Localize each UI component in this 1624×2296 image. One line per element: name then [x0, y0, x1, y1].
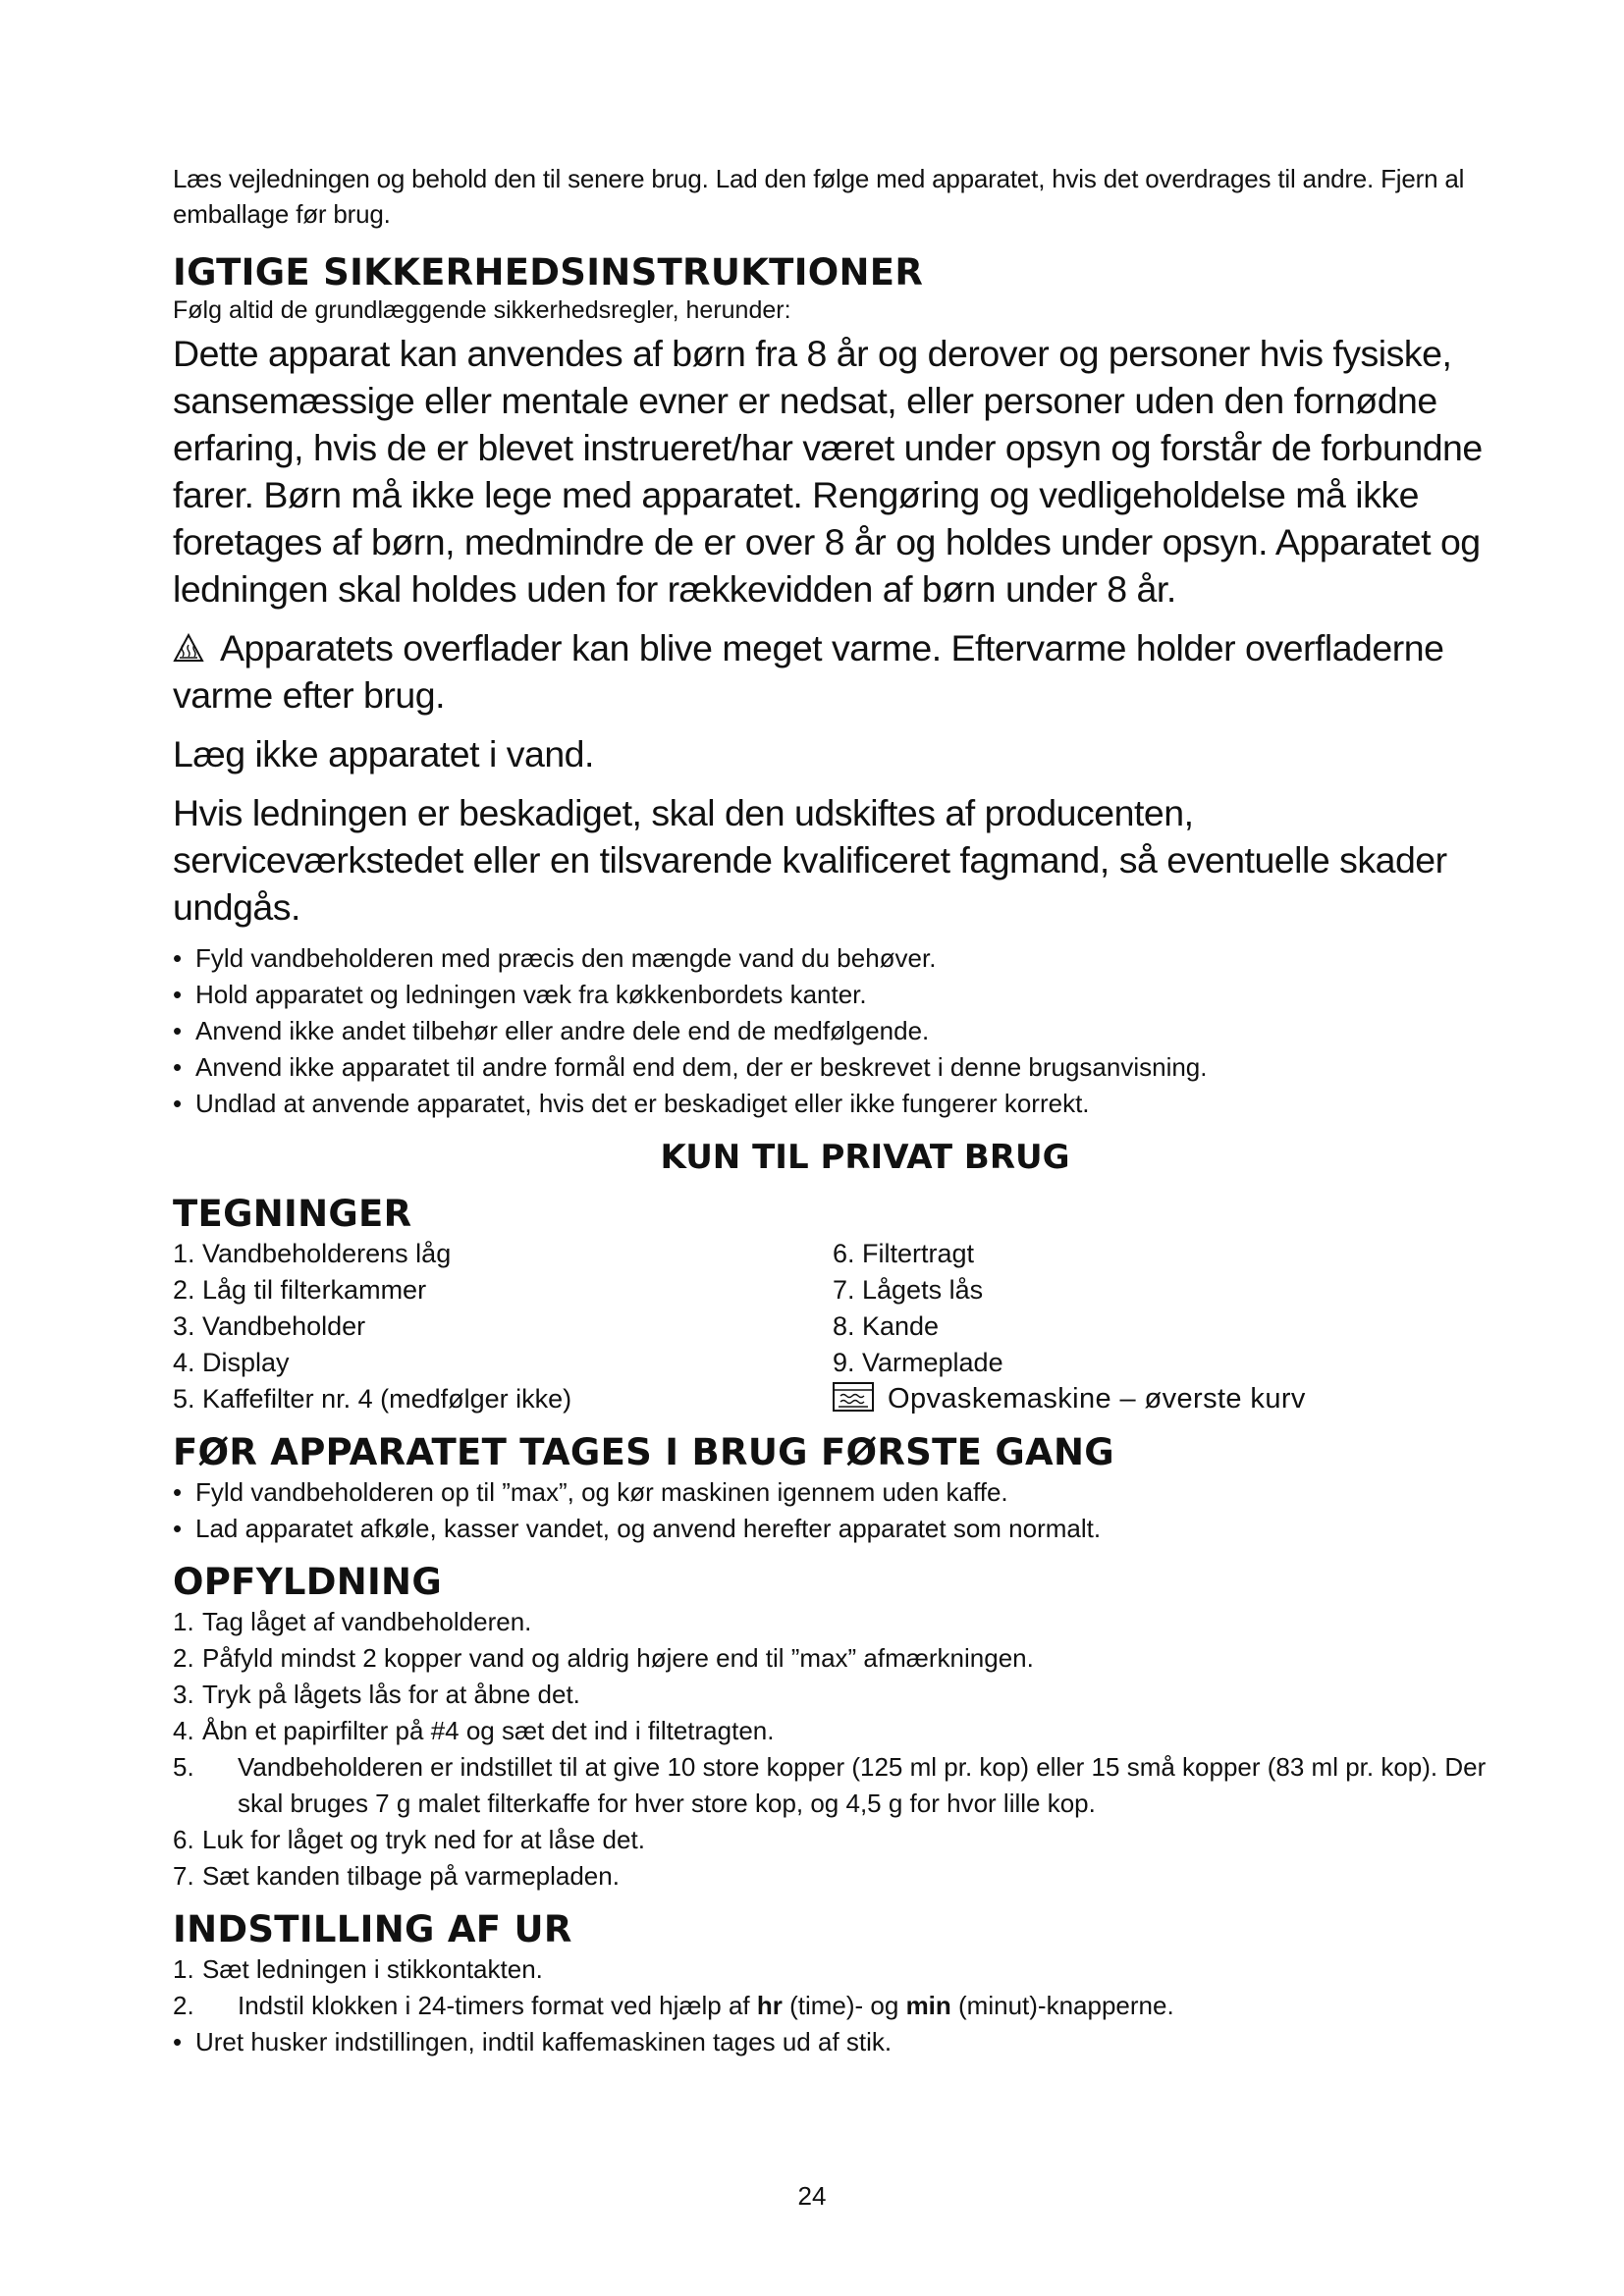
list-item	[173, 1345, 833, 1381]
private-use-heading: KUN TIL PRIVAT BRUG	[660, 1138, 1070, 1177]
item-number: 2.	[173, 1275, 195, 1305]
list-item: • Fyld vandbeholderen op til ”max”, og kør maskinen igennem uden kaffe.	[173, 1474, 1489, 1511]
hr-keyword: hr	[756, 1991, 783, 2020]
step-number: 4.	[173, 1716, 194, 1745]
cord-warning: Hvis ledningen er beskadiget, skal den udskiftes af producenten, serviceværkstedet eller en tilsvarende kvalificeret fagmand, så eventuelle skader undgås.	[173, 792, 1447, 928]
step-number: 5.	[173, 1752, 194, 1782]
hot-surface-warning	[173, 624, 1489, 719]
clock-step-list	[173, 1951, 1489, 2024]
list-item: • Anvend ikke andet tilbehør eller andre dele end de medfølgende.	[173, 1013, 1489, 1049]
list-item	[833, 1272, 1489, 1308]
item-text: Låg til filterkammer	[202, 1275, 427, 1305]
item-number: 6.	[833, 1239, 855, 1268]
item-number: 3.	[173, 1311, 195, 1341]
item-number: 1.	[173, 1239, 195, 1268]
item-text: Lågets lås	[862, 1275, 984, 1305]
drawings-left-column	[173, 1236, 833, 1417]
clock-bullet-list	[173, 2024, 1489, 2060]
list-item	[173, 1236, 833, 1272]
list-item	[173, 1749, 1489, 1822]
first-use-bullet-list	[173, 1474, 1489, 1547]
step-text: Tryk på lågets lås for at åbne det.	[202, 1680, 580, 1709]
item-number: 8.	[833, 1311, 855, 1341]
list-item	[173, 1822, 1489, 1858]
step-number: 1.	[173, 1607, 194, 1636]
item-text: Filtertragt	[862, 1239, 975, 1268]
list-item	[833, 1345, 1489, 1381]
safety-subheading: Følg altid de grundlæggende sikkerhedsregler, herunder:	[173, 296, 791, 324]
list-item	[833, 1308, 1489, 1345]
step-number: 1.	[173, 1954, 194, 1984]
step-text-part: (time)- og	[782, 1991, 906, 2020]
children-safety-paragraph: Dette apparat kan anvendes af børn fra 8 år og derover og personer hvis fysiske, sansemæssige eller mentale evner er nedsat, eller personer uden den fornødne erfaring, hvis de er blevet instrueret/har været under opsyn og forstår de forbundne farer. Børn må ikke lege med apparatet. Rengøring og vedligeholdelse må ikke foretages af børn, medmindre de er over 8 år og holdes under opsyn. Apparatet og ledningen skal holdes uden for rækkevidden af børn under 8 år.	[173, 333, 1483, 610]
step-text: Tag låget af vandbeholderen.	[202, 1607, 532, 1636]
clock-heading: INDSTILLING AF UR	[173, 1908, 572, 1950]
step-number: 3.	[173, 1680, 194, 1709]
item-text: Vandbeholderens låg	[202, 1239, 452, 1268]
water-warning: Læg ikke apparatet i vand.	[173, 733, 594, 774]
list-item	[173, 1604, 1489, 1640]
hot-surface-warning-text: Apparatets overflader kan blive meget varme. Eftervarme holder overfladerne varme efter brug.	[173, 627, 1444, 716]
list-item	[173, 1308, 833, 1345]
item-number: 9.	[833, 1348, 855, 1377]
step-text: Luk for låget og tryk ned for at låse det.	[202, 1825, 645, 1854]
hot-surface-warning-icon	[173, 633, 204, 663]
dishwasher-icon	[833, 1382, 874, 1412]
item-text: Vandbeholder	[202, 1311, 366, 1341]
list-item	[173, 1713, 1489, 1749]
list-item	[173, 1951, 1489, 1988]
safety-heading: IGTIGE SIKKERHEDSINSTRUKTIONER	[173, 251, 924, 294]
list-item: • Uret husker indstillingen, indtil kaffemaskinen tages ud af stik.	[173, 2024, 1489, 2060]
step-text: Sæt ledningen i stikkontakten.	[202, 1954, 543, 1984]
list-item: • Fyld vandbeholderen med præcis den mængde vand du behøver.	[173, 940, 1489, 977]
step-text-part: Indstil klokken i 24-timers format ved hjælp af	[238, 1991, 757, 2020]
step-text	[238, 1988, 1489, 2024]
page-number: 24	[797, 2181, 827, 2211]
item-number: 7.	[833, 1275, 855, 1305]
dishwasher-text: Opvaskemaskine – øverste kurv	[888, 1383, 1306, 1415]
item-text: Kaffefilter nr. 4 (medfølger ikke)	[202, 1384, 572, 1414]
step-number: 2.	[173, 1991, 194, 2020]
step-text: Vandbeholderen er indstillet til at give 10 store kopper (125 ml pr. kop) eller 15 små kopper (83 ml pr. kop). Der skal bruges 7 g malet filterkaffe for hver store kop, og 4,5 g for hvor lille kop.	[238, 1752, 1487, 1818]
item-text: Display	[202, 1348, 290, 1377]
list-item: • Lad apparatet afkøle, kasser vandet, og anvend herefter apparatet som normalt.	[173, 1511, 1489, 1547]
item-text: Kande	[862, 1311, 940, 1341]
drawings-heading: TEGNINGER	[173, 1193, 412, 1235]
filling-step-list	[173, 1604, 1489, 1895]
step-text: Påfyld mindst 2 kopper vand og aldrig højere end til ”max” afmærkningen.	[202, 1643, 1034, 1673]
list-item	[173, 1272, 833, 1308]
item-text: Varmeplade	[862, 1348, 1003, 1377]
min-keyword: min	[905, 1991, 951, 2020]
list-item	[833, 1236, 1489, 1272]
list-item	[173, 1677, 1489, 1713]
step-text-part: (minut)-knapperne.	[950, 1991, 1174, 2020]
intro-text: Læs vejledningen og behold den til senere brug. Lad den følge med apparatet, hvis det overdrages til andre. Fjern al emballage før brug.	[173, 164, 1465, 229]
step-number: 6.	[173, 1825, 194, 1854]
step-number: 7.	[173, 1861, 194, 1891]
drawings-right-column	[833, 1236, 1489, 1417]
step-number: 2.	[173, 1643, 194, 1673]
drawings-parts-list	[173, 1236, 1489, 1417]
list-item	[173, 1381, 833, 1417]
list-item: • Undlad at anvende apparatet, hvis det er beskadiget eller ikke fungerer korrekt.	[173, 1086, 1489, 1122]
filling-heading: OPFYLDNING	[173, 1561, 442, 1603]
step-text: Sæt kanden tilbage på varmepladen.	[202, 1861, 620, 1891]
manual-page	[173, 161, 1489, 2060]
list-item	[173, 1858, 1489, 1895]
dishwasher-note	[833, 1381, 1489, 1417]
list-item: • Anvend ikke apparatet til andre formål end dem, der er beskrevet i denne brugsanvisning.	[173, 1049, 1489, 1086]
first-use-heading: FØR APPARATET TAGES I BRUG FØRSTE GANG	[173, 1431, 1114, 1473]
step-text: Åbn et papirfilter på #4 og sæt det ind i filtetragten.	[202, 1716, 775, 1745]
safety-bullet-list	[173, 940, 1489, 1122]
list-item	[173, 1988, 1489, 2024]
list-item	[173, 1640, 1489, 1677]
list-item: • Hold apparatet og ledningen væk fra køkkenbordets kanter.	[173, 977, 1489, 1013]
item-number: 5.	[173, 1384, 195, 1414]
item-number: 4.	[173, 1348, 195, 1377]
